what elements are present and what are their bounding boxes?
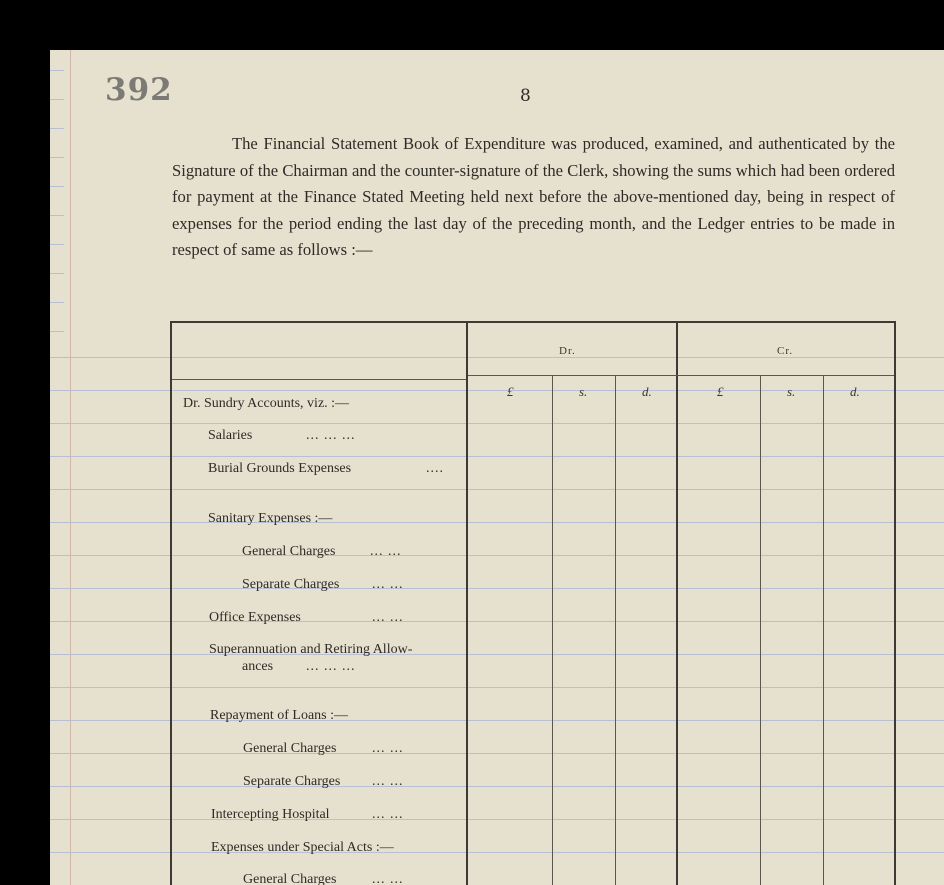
leader-dots: .... (426, 461, 444, 476)
table-row-label: Superannuation and Retiring Allow- (209, 642, 413, 657)
dr-shillings-divider (552, 376, 553, 885)
margin-rule (70, 50, 71, 885)
dr-pence-divider (615, 376, 616, 885)
table-row-label: Intercepting Hospital (211, 807, 330, 822)
cr-pence-divider (823, 376, 824, 885)
ruled-line (50, 70, 64, 71)
cr-header: Cr. (777, 345, 794, 357)
leader-dots: ... ... (370, 544, 402, 559)
leader-dots: ... ... ... (306, 659, 356, 674)
table-row-label: Separate Charges (243, 774, 341, 789)
table-row-label: Salaries (208, 428, 253, 443)
page-number: 8 (520, 86, 531, 106)
ledger-table (170, 321, 896, 885)
column-divider-cr (676, 323, 678, 885)
leader-dots: ... ... (372, 774, 404, 789)
dr-shillings-label: s. (579, 384, 588, 399)
table-row-label: ances (242, 659, 274, 674)
ruled-line (50, 157, 64, 158)
leader-dots: ... ... ... (306, 428, 356, 443)
label-header-underline (172, 379, 466, 380)
stamp-number: 392 (105, 72, 173, 108)
dr-pence-label: d. (642, 384, 652, 399)
table-row-label: Separate Charges (242, 577, 340, 592)
table-right-border (894, 323, 896, 885)
intro-paragraph: The Financial Statement Book of Expenditure was produced, examined, and authenticated by the Signature of the Chairman and the counter-signature of the Clerk, showing the sums which had been ordered for payment at the Finance Stated Meeting held next before the above-mentioned day, being in respect of expenses for the period ending the last day of the preceding month, and the Ledger entries to be made in respect of same as follows :— (172, 134, 895, 259)
cr-pounds-label: £ (717, 384, 724, 399)
ruled-line (50, 331, 64, 332)
table-row-label: Sanitary Expenses :— (208, 511, 333, 526)
table-row-label: Office Expenses (209, 610, 301, 625)
ledger-page (50, 50, 944, 885)
ruled-line (50, 215, 64, 216)
leader-dots: ... ... (372, 807, 404, 822)
cr-shillings-label: s. (787, 384, 796, 399)
ruled-line (50, 99, 64, 100)
table-row-label: General Charges (243, 872, 337, 885)
ruled-line (50, 186, 64, 187)
table-row-label: Expenses under Special Acts :— (211, 840, 394, 855)
leader-dots: ... ... (372, 610, 404, 625)
leader-dots: ... ... (372, 872, 404, 885)
table-row-label: Burial Grounds Expenses (208, 461, 352, 476)
leader-dots: ... ... (372, 577, 404, 592)
header-underline (468, 375, 894, 376)
table-row-label: Repayment of Loans :— (210, 708, 349, 723)
cr-shillings-divider (760, 376, 761, 885)
table-row-label: General Charges (243, 741, 337, 756)
column-divider-dr (466, 323, 468, 885)
leader-dots: ... ... (372, 741, 404, 756)
ruled-line (50, 244, 64, 245)
dr-header: Dr. (559, 345, 576, 357)
ruled-line (50, 128, 64, 129)
dr-pounds-label: £ (507, 384, 514, 399)
table-row-label: General Charges (242, 544, 336, 559)
ruled-line (50, 273, 64, 274)
cr-pence-label: d. (850, 384, 860, 399)
table-row-label: Dr. Sundry Accounts, viz. :— (183, 396, 350, 411)
ruled-line (50, 302, 64, 303)
